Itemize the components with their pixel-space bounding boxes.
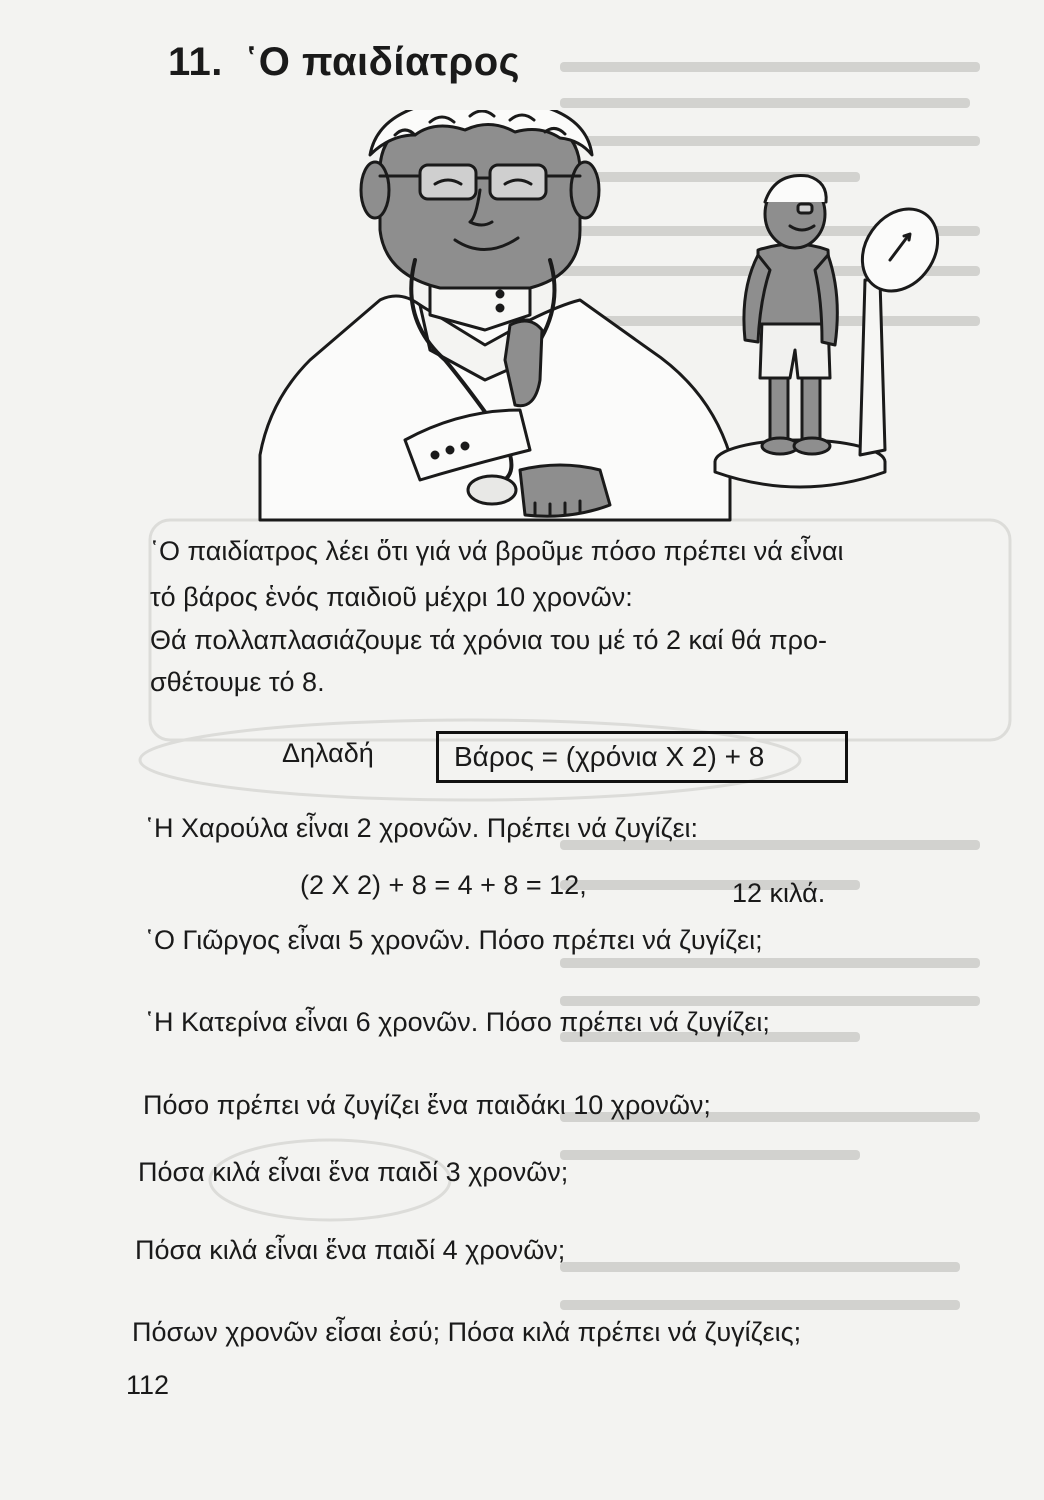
example-statement: ῾Η Χαρούλα εἶναι 2 χρονῶν. Πρέπει νά ζυγίζει:: [145, 813, 699, 843]
lesson-title: [168, 40, 520, 85]
page-number: 112: [126, 1370, 170, 1400]
question-6: Πόσων χρονῶν εἶσαι ἐσύ; Πόσα κιλά πρέπει νά ζυγίζεις;: [132, 1317, 802, 1347]
lesson-number: 11.: [168, 40, 223, 84]
example-answer: 12 κιλά.: [732, 878, 826, 908]
question-4: Πόσα κιλά εἶναι ἕνα παιδί 3 χρονῶν;: [138, 1157, 569, 1187]
intro-line-3: Θά πολλαπλασιάζουμε τά χρόνια του μέ τό 2 καί θά προ-: [150, 625, 827, 655]
example-calculation: (2 X 2) + 8 = 4 + 8 = 12,: [300, 870, 587, 900]
intro-line-4: σθέτουμε τό 8.: [150, 667, 325, 697]
lesson-name: ῾Ο παιδίατρος: [244, 40, 520, 84]
intro-line-1: ῾Ο παιδίατρος λέει ὅτι γιά νά βροῦμε πόσο πρέπει νά εἶναι: [150, 536, 844, 566]
question-3: Πόσο πρέπει νά ζυγίζει ἕνα παιδάκι 10 χρονῶν;: [143, 1090, 711, 1120]
question-1: ῾Ο Γιῶργος εἶναι 5 χρονῶν. Πόσο πρέπει νά ζυγίζει;: [145, 925, 763, 955]
formula-label: Δηλαδή: [282, 738, 374, 768]
question-2: ῾Η Κατερίνα εἶναι 6 χρονῶν. Πόσο πρέπει νά ζυγίζει;: [145, 1007, 770, 1037]
pediatrician-illustration: [230, 110, 950, 530]
weight-formula-box: Βάρος = (χρόνια X 2) + 8: [436, 731, 848, 783]
intro-line-2: τό βάρος ἑνός παιδιοῦ μέχρι 10 χρονῶν:: [150, 582, 633, 612]
question-5: Πόσα κιλά εἶναι ἕνα παιδί 4 χρονῶν;: [135, 1235, 566, 1265]
